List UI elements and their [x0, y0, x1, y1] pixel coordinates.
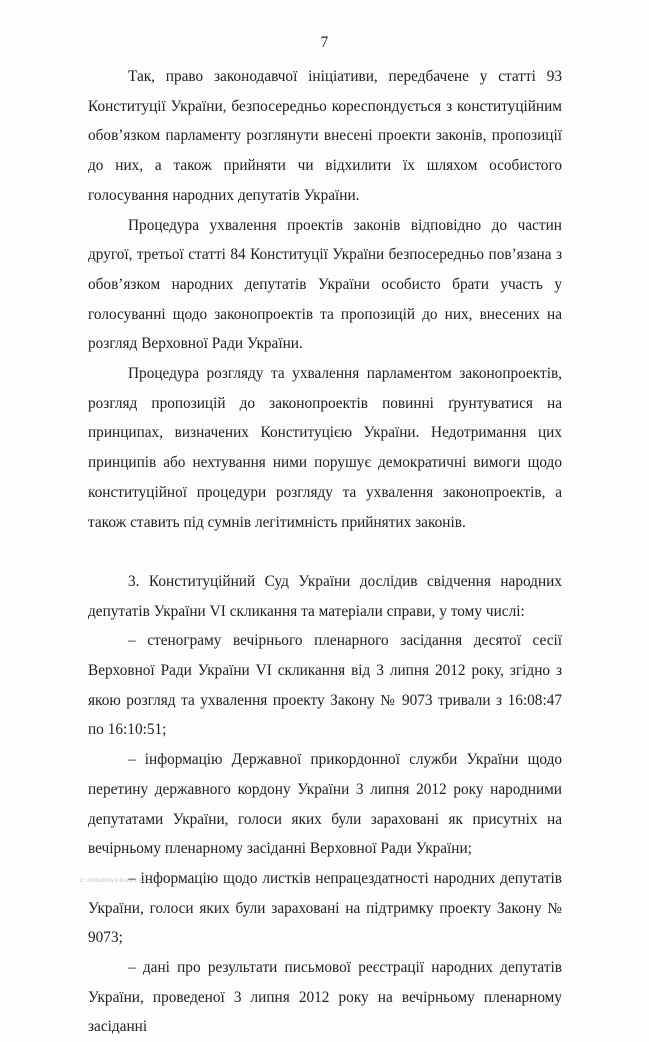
- list-item-written-registration: – дані про результати письмової реєстрації народних депутатів України, проведеної 3 липня 2012 року на вечірньому пленарному засіданні: [88, 959, 562, 1036]
- paragraph-4: 3. Конституційний Суд України дослідив свідчення народних депутатів України VI скликання та матеріали справи, у тому числі:: [88, 572, 562, 620]
- paragraph-2: Процедура ухвалення проектів законів відповідно до частин другої, третьої статті 84 Конституції України безпосередньо пов’язана з обов’язком народних депутатів України особисто брати участь у голосуванні щодо законопроектів та пропозицій до них, внесених на розгляд Верховної Ради України.: [88, 216, 562, 353]
- list-item-border-service: – інформацію Державної прикордонної служби України щодо перетину державного кордону України 3 липня 2012 року народними депутатами України, голоси яких були зараховані як присутніх на вечірньому пленарному засіданні Верховної Ради України;: [88, 751, 562, 858]
- paragraph-spacer: [88, 537, 562, 567]
- paragraph-3: Процедура розгляду та ухвалення парламентом законопроектів, розгляд пропозицій до законопроектів повинні ґрунтуватися на принципах, визначених Конституцією України. Недотримання цих принципів або нехтування ними порушує демократичні вимоги щодо конституційної процедури розгляду та ухвалення законопроектів, а також ставить під сумнів легітимність прийнятих законів.: [88, 365, 562, 531]
- page-number: 7: [320, 34, 329, 51]
- paragraph-1: Так, право законодавчої ініціативи, передбачене у статті 93 Конституції України, безпосередньо кореспондується з конституційним обов’язком парламенту розглянути внесені проекти законів, пропозиції до них, а також прийняти чи відхилити їх шляхом особистого голосування народних депутатів України.: [88, 68, 562, 204]
- document-body: [88, 62, 562, 1042]
- list-item-stenogram: – стенограму вечірнього пленарного засідання десятої сесії Верховної Ради України VI скликання від 3 липня 2012 року, згідно з якою розгляд та ухвалення проекту Закону № 9073 тривали з 16:08:47 по 16:10:51;: [88, 632, 562, 739]
- footer-file-path: C:\WINDOWS\Rada-r.doc: [80, 878, 148, 884]
- list-item-sick-leave: – інформацію щодо листків непрацездатності народних депутатів України, голоси яких були зараховані на підтримку проекту Закону № 9073;: [88, 869, 562, 947]
